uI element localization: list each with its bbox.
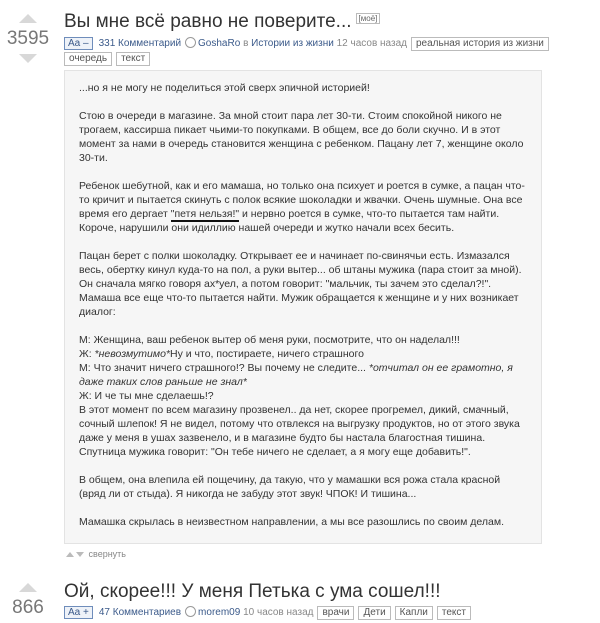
- highlighted-quote: "петя нельзя!": [170, 208, 240, 220]
- post2-tag[interactable]: Капли: [395, 606, 433, 620]
- post2-tag[interactable]: Дети: [358, 606, 390, 620]
- collapse-up-icon: [66, 552, 74, 557]
- post1-category-link[interactable]: Истории из жизни: [251, 38, 334, 49]
- mine-badge: [моё]: [356, 13, 381, 24]
- story-paragraph: Стою в очереди в магазине. За мной стоит пара лет 30-ти. Стоим спокойной никого не трогаем, кассирша пикает чьими-то покупками. В общем, все до боли скучно. И в этот момент за нами в очередь становится женщина с ребенком. Пацану лет 7, женщине около 30-ти.: [79, 110, 524, 164]
- post1-font-size-button[interactable]: Aa –: [64, 37, 93, 50]
- post1-vote: [0, 14, 56, 63]
- post2-time: 10 часов назад: [243, 607, 314, 618]
- post1-title-text[interactable]: Вы мне всё равно не поверите...: [64, 11, 352, 32]
- post1-tag[interactable]: очередь: [64, 52, 112, 66]
- post2-vote: [0, 583, 56, 623]
- dialog-line: Ж: *невозмутимо*Ну и что, постираете, ничего страшного: [79, 348, 364, 360]
- post1-story: [64, 70, 542, 544]
- story-paragraph: В этот момент по всем магазину прозвенел.. да нет, скорее прогремел, дикий, смачный, сочный шлепок! Я не видел, потому что отвлекся на выгрузку продуктов, но от этого звука даже у меня в ушах зазвенело, и в магазине будто бы настала благостная тишина. Спутница мужика говорит: "Он тебе ничего не сделает, а я могу еще добавить!".: [79, 404, 520, 458]
- story-paragraph: Ребенок шебутной, как и его мамаша, но только она психует и роется в сумке, а пацан что-то кричит и пытается скинуть с полок всякие шоколадки и жвачки. Очень шумные. Она все время его дергает "петя нельзя!" и нервно роется в сумке, что-то пытается там найти. Короче, нарушили они идиллию нашей очереди и жутко начали всех бесить.: [79, 180, 525, 234]
- post1-rating: 3595: [6, 28, 50, 49]
- collapse-label[interactable]: свернуть: [88, 549, 126, 559]
- post2-font-size-button[interactable]: Aa +: [64, 606, 93, 619]
- story-paragraph: Пацан берет с полки шоколадку. Открывает ее и начинает по-свинячьи есть. Измазался весь, обертку кинул куда-то на пол, а руки вытер... об штаны мужика (пара стоит за мной). Он сначала мягко говоря ах*уел, а потом говорит: "мальчик, ты зачем это сделал?!". Мамаша все еще что-то пытается найти. Мужик обращается к женщине и у них возникает диалог:: [79, 250, 522, 318]
- dialog-line: М: Женщина, ваш ребенок вытер об меня руки, посмотрите, что он наделал!!!: [79, 334, 460, 346]
- post1-tag[interactable]: текст: [116, 52, 150, 66]
- post1-tags-row2: [60, 52, 150, 66]
- user-icon: [185, 606, 196, 617]
- collapse-button[interactable]: [66, 549, 126, 559]
- post1-in-label: в: [243, 38, 249, 49]
- post2-author-link[interactable]: morem09: [198, 607, 241, 618]
- post2-rating: 866: [12, 597, 44, 618]
- post2-comments-link[interactable]: 47 Комментариев: [98, 607, 182, 618]
- dialog-line: Ж: И че ты мне сделаешь!?: [79, 390, 214, 402]
- story-paragraph: В общем, она влепила ей пощечину, да такую, что у мамашки вся рожа стала красной (вряд ли от стыда). Я никогда не забуду этот звук! ЧПОК! И тишина...: [79, 474, 501, 500]
- post1-author-link[interactable]: GoshaRo: [198, 38, 241, 49]
- post2-meta: [64, 606, 471, 620]
- collapse-down-icon: [76, 552, 84, 557]
- post1-tag[interactable]: реальная история из жизни: [411, 37, 549, 51]
- downvote-icon[interactable]: [19, 54, 37, 63]
- dialog-line: М: Что значит ничего страшного!? Вы почему не следите... *отчитал он ее грамотно, я даже таких слов раньше не знал*: [79, 362, 513, 388]
- post2-tag[interactable]: врачи: [317, 606, 354, 620]
- post1-title[interactable]: [64, 11, 380, 33]
- story-paragraph: ...но я не могу не поделиться этой сверх эпичной историей!: [79, 82, 370, 94]
- post1-time: 12 часов назад: [336, 38, 407, 49]
- upvote-icon[interactable]: [19, 14, 37, 23]
- story-paragraph: Мамашка скрылась в неизвестном направлении, а мы все разошлись по своим делам.: [79, 516, 504, 528]
- post2-title[interactable]: Ой, скорее!!! У меня Петька с ума сошел!!!: [64, 581, 441, 602]
- upvote-icon[interactable]: [19, 583, 37, 592]
- post1-meta: [64, 37, 549, 51]
- post1-comments-link[interactable]: 331 Комментарий: [98, 38, 182, 49]
- post2-tag[interactable]: текст: [437, 606, 471, 620]
- user-icon: [185, 37, 196, 48]
